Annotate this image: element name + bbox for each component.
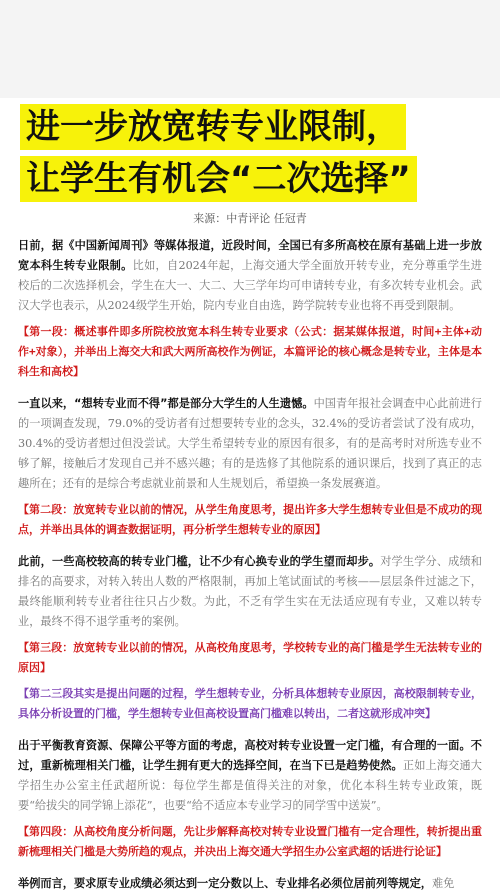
- paragraph-4: [18, 736, 482, 816]
- paragraph-lead: 举例而言，要求原专业成绩必须达到一定分数以上、专业排名必须位居前列等规定，: [18, 877, 432, 890]
- paragraph-lead: 一直以来，“想转专业而不得”都是部分大学生的人生遗憾。: [18, 397, 314, 410]
- article-body: [0, 236, 500, 894]
- paragraph-lead: 出于平衡教育资源、保障公平等方面的考虑，高校对转专业设置一定门槛，有合理的一面。不过，重新梳理相关门槛，让学生拥有更大的选择空间，在当下已是趋势使然。: [18, 739, 482, 772]
- paragraph-2: [18, 394, 482, 494]
- paragraph-1: [18, 236, 482, 316]
- paragraph-3: [18, 552, 482, 632]
- annotation-note-2: 【第二段：放宽转专业以前的情况，从学生角度思考，提出许多大学生想转专业但是不成功的现点，并举出具体的调查数据证明，再分析学生想转专业的原因】: [18, 503, 482, 536]
- article-source: 来源：中青评论 任冠青: [193, 212, 307, 225]
- article-title: [20, 104, 480, 208]
- top-blank-area: [0, 0, 500, 98]
- annotation-note-4: 【第四段：从高校角度分析问题，先让步解释高校对转专业设置门槛有一定合理性，转折提出重新梳理相关门槛是大势所趋的观点，并决出上海交通大学招生办公室武超的话进行论证】: [18, 825, 482, 858]
- title-line-2: 让学生有机会“二次选择”: [20, 156, 417, 202]
- paragraph-text: 比如，自2024年起，上海交通大学全面放开转专业，充分尊重学生进校后的二次选择机会，学生在大一、大二、大三学年均可申请转专业，有多次转专业机会。武汉大学也表示，从2024级学生开始，院内专业自由选，跨学院转专业也将不再受到限制。: [18, 259, 482, 312]
- annotation-note-3: 【第三段：放宽转专业以前的情况，从高校角度思考，学校转专业的高门槛是学生无法转专业的原因】: [18, 641, 482, 674]
- paragraph-lead: 日前，据《中国新闻周刊》等媒体报道，近段时间，全国已有多所高校在原有基础上进一步放宽本科生转专业限制。: [18, 239, 482, 272]
- paragraph-lead: 此前，一些高校较高的转专业门槛，让不少有心换专业的学生望而却步。: [18, 555, 381, 568]
- title-line-1: 进一步放宽转专业限制，: [20, 104, 406, 150]
- paragraph-5: [18, 874, 482, 894]
- paragraph-text: 难免: [431, 877, 455, 890]
- paragraph-text: 中国青年报社会调查中心此前进行的一项调查发现，79.0%的受访者有过想要转专业的念头，32.4%的受访者尝试了没有成功，30.4%的受访者想过但没尝试。大学生希望转专业的原因有很多，有的是高考时对所选专业不够了解，接触后才发现自己并不感兴趣；有的是选修了其他院系的通识课后，找到了真正的志趣所在；还有的是综合考虑就业前景和人生规划后，希望换一条发展赛道。: [18, 397, 482, 490]
- paragraph-text: 对学生学分、成绩和排名的高要求，对转入转出人数的严格限制，再加上笔试面试的考核——层层条件过滤之下，最终能顺利转专业者往往只占少数。为此，不乏有学生实在无法适应现有专业，又难以转专业，最终不得不退学重考的案例。: [18, 555, 482, 628]
- annotation-note-1: 【第一段：概述事件即多所院校放宽本科生转专业要求（公式：据某媒体报道，时间+主体+动作+对象），并举出上海交大和武大两所高校作为例证，本篇评论的核心概念是转专业，主体是本科生和高校】: [18, 325, 482, 378]
- paragraph-text: 正如上海交通大学招生办公室主任武超所说：每位学生都是值得关注的对象，优化本科生转专业政策，既要“给拔尖的同学锦上添花”，也要“给不适应本专业学习的同学雪中送炭”。: [18, 759, 482, 812]
- annotation-note-summary: 【第二三段其实是提出问题的过程，学生想转专业，分析具体想转专业原因，高校限制转专业，具体分析设置的门槛，学生想转专业但高校设置高门槛难以转出，二者这就形成冲突】: [18, 687, 482, 720]
